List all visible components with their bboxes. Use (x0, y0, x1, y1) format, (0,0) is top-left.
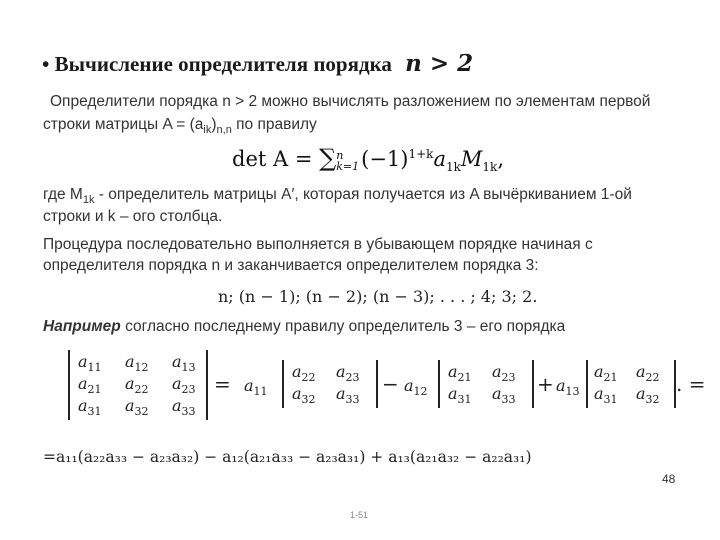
minor13-c: $a_{31}$ (594, 384, 618, 407)
m11: $a_{11}$ (78, 352, 102, 375)
title-text: Вычисление определителя порядка (54, 52, 392, 76)
m32: $a_{32}$ (125, 396, 149, 419)
minor12-b: $a_{23}$ (492, 362, 516, 385)
minor11-b: $a_{23}$ (336, 362, 360, 385)
where-sub: 1k (82, 194, 95, 207)
minor12-c: $a_{31}$ (448, 384, 472, 407)
where-line-1 (43, 186, 632, 206)
m22: $a_{22}$ (125, 374, 149, 397)
m31: $a_{31}$ (78, 396, 102, 419)
m12: $a_{12}$ (125, 352, 149, 375)
equals-sign: = (214, 372, 231, 396)
m33: $a_{33}$ (172, 396, 196, 419)
order-sequence: n; (n − 1); (n − 2); (n − 3); . . . ; 4; 3; 2. (218, 287, 538, 306)
where-post: - определитель матрицы A′, которая получается из A вычёркиванием 1-ой (94, 186, 632, 203)
minor-12 (438, 360, 534, 408)
coef-a12: $a_{12}$ (404, 376, 428, 399)
intro-line-2 (43, 116, 317, 136)
minus-sign: − (382, 372, 399, 396)
procedure-line-2: определителя порядка n и заканчивается определителем порядка 3: (43, 257, 539, 274)
det-3x3 (68, 350, 208, 420)
formula-m-sub: 1k (482, 160, 498, 175)
example-line (43, 318, 565, 336)
sum-symbol: ∑ (319, 144, 337, 172)
intro-line-2-close: ) (211, 116, 217, 133)
formula-a-sub: 1k (445, 160, 461, 175)
example-label: Например (43, 318, 121, 335)
minor11-a: $a_{22}$ (292, 362, 316, 385)
formula-lhs: det A = (232, 147, 320, 171)
coef-a11: $a_{11}$ (244, 376, 268, 399)
intro-line-2-sub: ik (203, 124, 212, 137)
title-math: n > 2 (405, 50, 474, 77)
minor12-d: $a_{33}$ (492, 384, 516, 407)
formula-m: M (460, 147, 483, 171)
m13: $a_{13}$ (172, 352, 196, 375)
sum-upper: n (336, 148, 344, 162)
where-pre: где M (43, 186, 83, 203)
intro-line-2-post: по правилу (231, 116, 317, 133)
det-formula (232, 144, 504, 174)
intro-line-2-pre: строки матрицы A = (a (43, 116, 204, 133)
minor13-b: $a_{22}$ (636, 362, 660, 385)
minor-11 (282, 360, 378, 408)
slide-footer: 1-51 (350, 510, 369, 520)
procedure-line-1: Процедура последовательно выполняется в убывающем порядке начиная с (43, 236, 593, 253)
plus-sign: + (537, 372, 554, 396)
title-bullet: • (42, 52, 50, 76)
intro-line-1: Определители порядка n > 2 можно вычислять разложением по элементам первой (50, 93, 651, 110)
formula-sign: (−1) (361, 147, 409, 171)
minor12-a: $a_{21}$ (448, 362, 472, 385)
where-line-2: строки и k – ого столбца. (43, 208, 223, 225)
slide-title (42, 50, 473, 77)
formula-exp: 1+k (408, 147, 434, 161)
minor11-c: $a_{32}$ (292, 384, 316, 407)
formula-end: , (497, 147, 504, 171)
minor13-a: $a_{21}$ (594, 362, 618, 385)
minor13-d: $a_{32}$ (636, 384, 660, 407)
formula-a: a (433, 147, 446, 171)
minor-13 (586, 360, 676, 408)
page-number: 48 (662, 472, 676, 486)
coef-a13: $a_{13}$ (556, 376, 580, 399)
end-equals: . = (676, 372, 706, 396)
example-text: согласно последнему правилу определитель 3 – его порядка (120, 318, 566, 335)
minor11-d: $a_{33}$ (336, 384, 360, 407)
sum-lower: k=1 (336, 159, 360, 173)
intro-line-2-sub2: n,n (216, 124, 232, 137)
expansion-result: =a₁₁(a₂₂a₃₃ − a₂₃a₃₂) − a₁₂(a₂₁a₃₃ − a₂₃a₃₁) + a₁₃(a₂₁a₃₂ − a₂₂a₃₁) (43, 448, 532, 466)
m21: $a_{21}$ (78, 374, 102, 397)
m23: $a_{23}$ (172, 374, 196, 397)
